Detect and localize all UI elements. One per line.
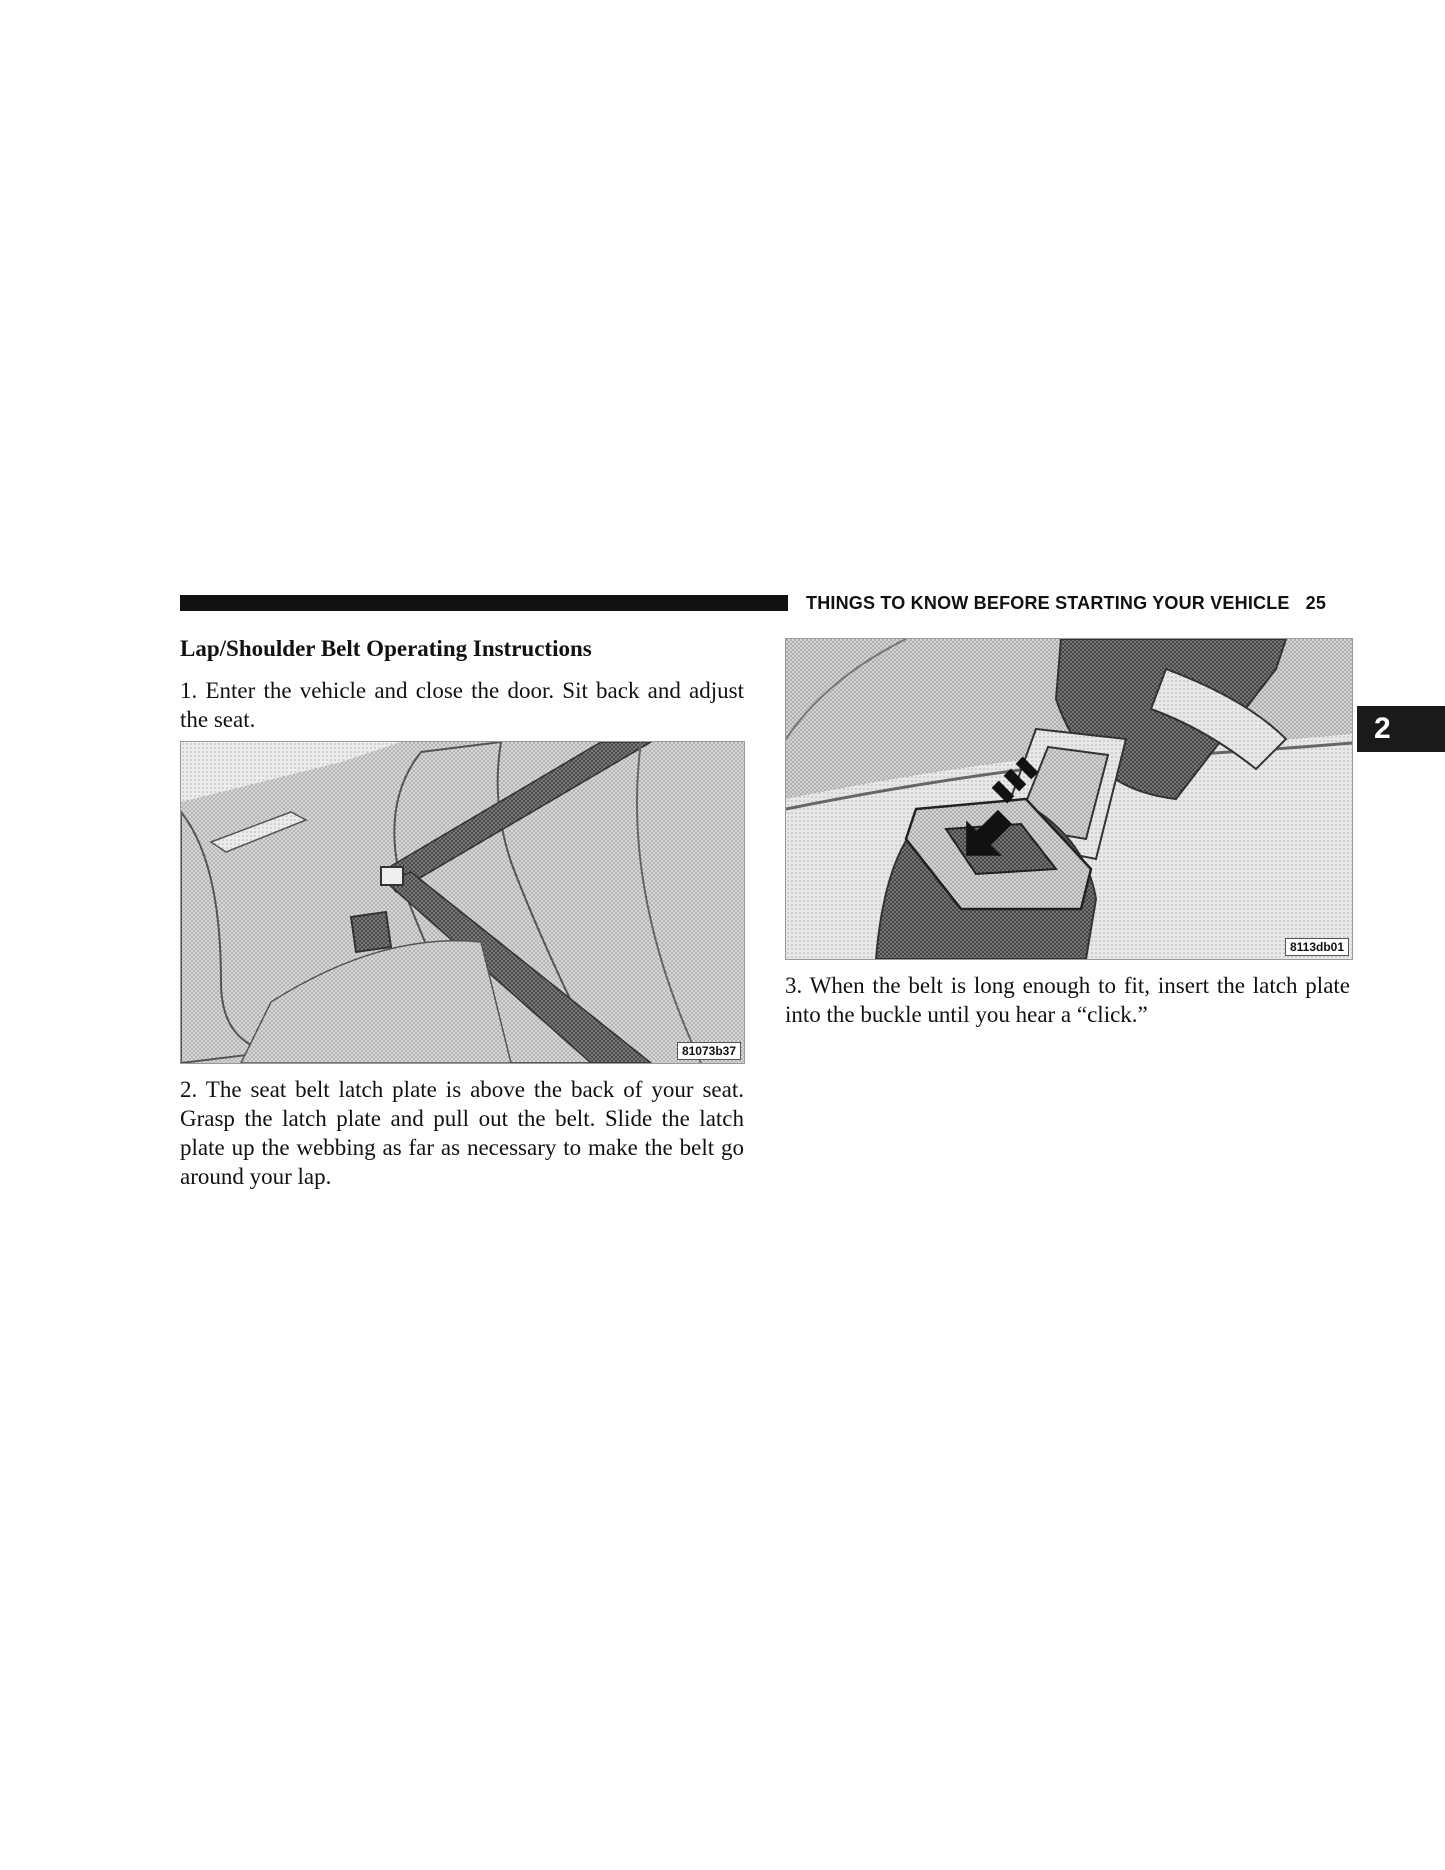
step-3-text: 3. When the belt is long enough to fit, insert the latch plate into the buckle until you hear a “click.” (785, 973, 1350, 1027)
seat-belt-illustration (181, 742, 744, 1063)
chapter-tab: 2 (1357, 706, 1445, 752)
figure-code: 81073b37 (677, 1042, 741, 1060)
step-2-text: 2. The seat belt latch plate is above the back of your seat. Grasp the latch plate and pull out the belt. Slide the latch plate up the webbing as far as necessary to make the belt go around your lap. (180, 1077, 744, 1189)
buckle-figure (785, 638, 1353, 960)
page-number: 25 (1305, 593, 1327, 613)
header-title: THINGS TO KNOW BEFORE STARTING YOUR VEHICLE (806, 593, 1290, 613)
section-heading: Lap/Shoulder Belt Operating Instructions (180, 636, 592, 661)
running-header (806, 591, 1350, 615)
step-1-text: 1. Enter the vehicle and close the door. Sit back and adjust the seat. (180, 678, 744, 732)
seat-belt-figure (180, 741, 745, 1064)
header-rule (180, 595, 788, 611)
figure-code: 8113db01 (1285, 938, 1349, 956)
buckle-illustration (786, 639, 1352, 959)
